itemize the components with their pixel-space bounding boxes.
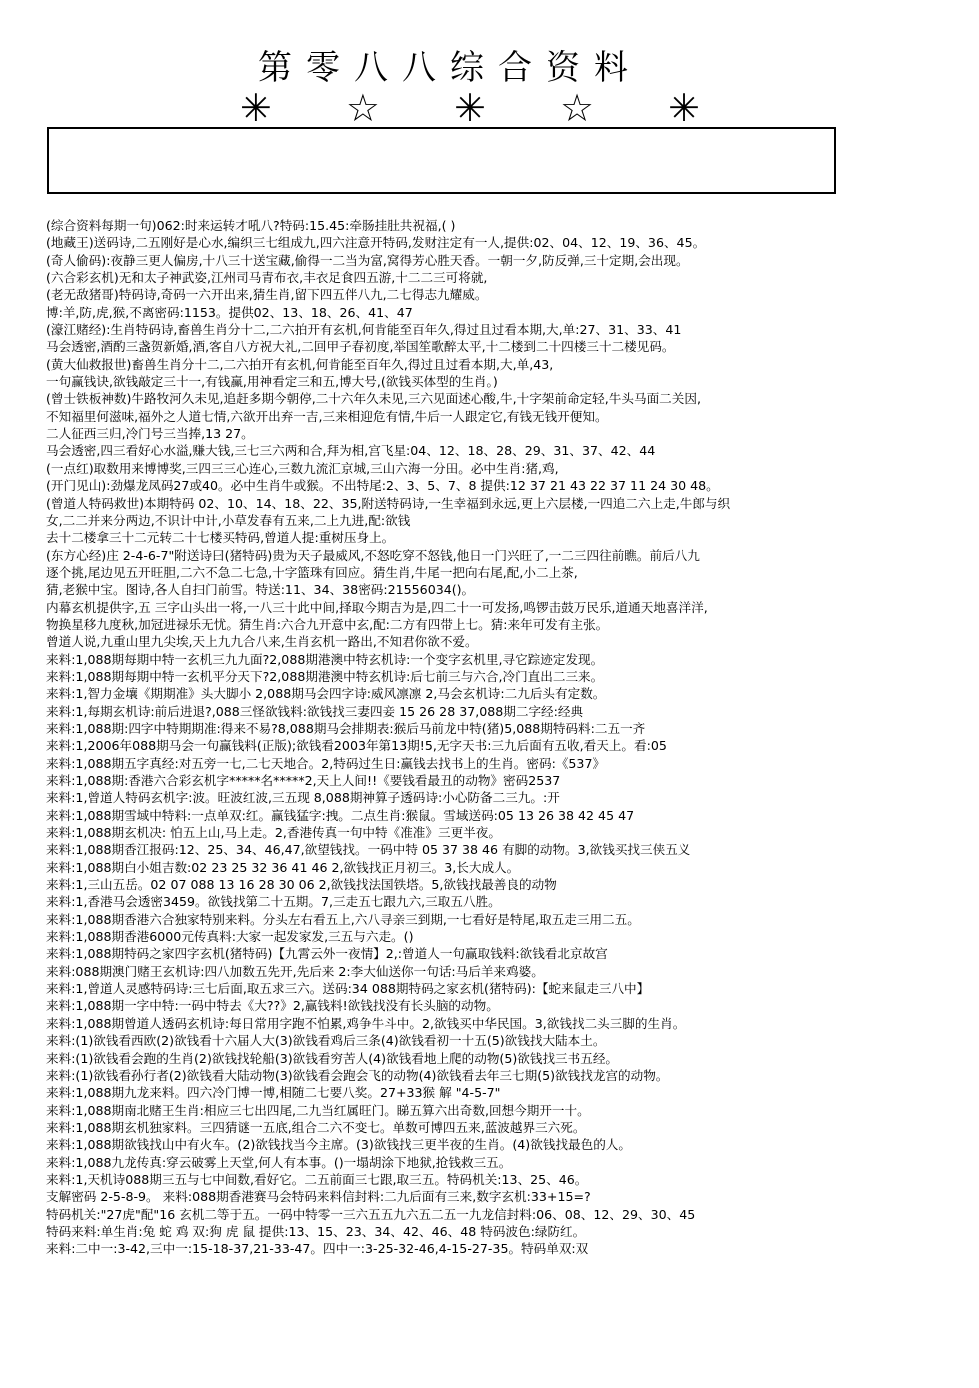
text-line: 来料:1,088期玄机决: 怕五上山,马上走。2,香港传真一句中特《准准》三更半夜。 xyxy=(46,825,501,841)
text-line: 来料:1,每期玄机诗:前后进退?,088三怪欲钱料:欲钱找三妻四妾 15 26 28 37,088期二字经:经典 xyxy=(46,703,584,719)
text-line: 女,二二并来分两边,不识计中计,小草发春有五来,二上九进,配:欲钱 xyxy=(46,512,411,528)
text-line: 逐个挑,尾边见五开旺胆,二六不急二七急,十字篮珠有回应。猜生肖,牛尾一把向右尾,配,小二上茶, xyxy=(46,564,578,580)
text-line: (综合资料每期一句)062:时来运转才吼八?特码:15.45:牵肠挂肚共祝福,( ) xyxy=(46,218,456,233)
star-decoration-row xyxy=(240,88,700,128)
text-line: 来料:1,088期雪域中特料:一点单双:红。赢钱猛字:拽。二点生肖:猴鼠。雪域送码:05 13 26 38 42 45 47 xyxy=(46,807,635,823)
blank-frame xyxy=(47,127,836,194)
text-line: 来料:1,088期:香港六合彩玄机字*****名*****2,天上人间!!《要钱看最丑的动物》密码2537 xyxy=(46,773,561,788)
text-line: 来料:(1)欲钱看孙行者(2)欲钱看大陆动物(3)欲钱看会跑会飞的动物(4)欲钱看去年三七期(5)欲钱找龙宫的动物。 xyxy=(46,1067,669,1083)
text-line: 来料:1,三山五岳。02 07 088 13 16 28 30 06 2,欲钱找法国铁塔。5,欲钱找最善良的动物 xyxy=(46,877,557,893)
text-line: 支解密码 2-5-8-9。 来料:088期香港赛马会特码来料信封料:二九后面有三来,数字玄机:33+15=? xyxy=(46,1189,591,1205)
content-lines xyxy=(46,217,964,1258)
star-icon: ☆ xyxy=(345,86,380,130)
asterisk-icon: ✳ xyxy=(454,86,486,130)
text-line: 内幕玄机提供字,五 三字山头出一将,一八三十此中间,择取今期吉为是,四二十一可发扬,鸣锣击鼓万民乐,道通天地喜洋洋, xyxy=(46,599,708,615)
text-line: 来料:二中一:3-42,三中一:15-18-37,21-33-47。四中一:3-25-32-46,4-15-27-35。特码单双:双 xyxy=(46,1241,589,1257)
text-line: 曾道人说,九重山里九尖埃,天上九九合八来,生肖玄机一路出,不知君你欲不爱。 xyxy=(46,634,478,650)
text-line: 去十二楼拿三十二元转二十七楼买特码,曾道人提:重树压身上。 xyxy=(46,530,395,546)
text-line: 来料:1,088期香江报码:12、25、34、46,47,欲望钱找。一码中特 05 37 38 46 有脚的动物。3,欲钱买找三侠五义 xyxy=(46,842,691,858)
text-line: 来料:1,2006年088期马会一句赢钱料(正版);欲钱看2003年第13期!5,无字天书:三九后面有五收,看天上。看:05 xyxy=(46,738,667,754)
text-line: 来料:1,088期白小姐吉数:02 23 25 32 36 41 46 2,欲钱找正月初三。3,长大成人。 xyxy=(46,859,520,875)
text-line: 来料:1,曾道人灵感特码诗:三七后面,取五求三六。送码:34 088期特码之家玄机(猪特码):【蛇来鼠走三八中】 xyxy=(46,981,650,997)
text-line: (老无敌猪哥)特码诗,奇码一六开出来,猜生肖,留下四五伴八九,二七得志九耀威。 xyxy=(46,287,488,303)
text-line: (奇人偷码):夜静三更人偏房,十八三十送宝藏,偷得一二当为富,窝得芳心胜天香。一朝一夕,防反弹,三十定期,会出现。 xyxy=(46,252,689,268)
text-line: 来料:(1)欲钱看西欧(2)欲钱看十六届人大(3)欲钱看鸡后三条(4)欲钱看初一十五(5)欲钱找大陆本土。 xyxy=(46,1033,606,1049)
text-line: 来料:1,香港马会透密3459。欲钱找第二十五期。7,三走五七跟九六,三取五八胜。 xyxy=(46,894,501,910)
text-line: (东方心经)庄 2-4-6-7"附送诗曰(猪特码)贵为天子最威风,不怒吃穿不怒钱,他日一门兴旺了,一二三四往前瞧。前后八九 xyxy=(46,547,700,563)
text-line: 马会透密,四三看好心水溢,赚大钱,三七三六两和合,拜为相,宫飞星:04、12、18、28、29、31、37、42、44 xyxy=(46,443,656,459)
text-line: 来料:1,088期一字中特:一码中特去《大??》2,赢钱料!欲钱找没有长头脑的动物。 xyxy=(46,998,499,1014)
text-line: 一句赢钱诀,欲钱敲定三十一,有钱赢,用神看定三和五,博大号,(欲钱买体型的生肖。) xyxy=(46,374,498,390)
text-line: 来料:1,088期南北赌王生肖:相应三七出四尾,二九当红属旺门。睇五算六出奇数,回想今期开一十。 xyxy=(46,1102,590,1118)
text-line: 来料:1,088期香港6000元传真料:大家一起发家发,三五与六走。() xyxy=(46,929,414,945)
text-line: 不知福里何滋味,福外之人道七情,六欲开出弃一吉,三来相迎危有情,牛后一人跟定它,有钱无钱开便知。 xyxy=(46,408,608,424)
text-line: 特码来料:单生肖:兔 蛇 鸡 双:狗 虎 鼠 提供:13、15、23、34、42、46、48 特码波色:绿防红。 xyxy=(46,1223,586,1239)
text-line: (六合彩玄机)无和太子神武姿,江州司马青布衣,丰衣足食四五游,十二二三可将就, xyxy=(46,270,488,286)
text-line: 马会透密,酒酌三盏贺新婚,酒,客自八方祝大礼,二回甲子春初度,举国笙歌醉太平,十二楼到二十四楼三十二楼见码。 xyxy=(46,339,675,355)
text-line: 来料:088期澳门赌王玄机诗:四八加数五先开,先后来 2:李大仙送你一句话:马后羊来鸡婆。 xyxy=(46,963,544,979)
asterisk-icon: ✳ xyxy=(668,86,700,130)
text-line: 来料:1,曾道人特码玄机字:波。旺波红波,三五现 8,088期神算子透码诗:小心防备二三九。:开 xyxy=(46,790,560,806)
text-line: (濠江赌经):生肖特码诗,畜兽生肖分十二,二六拍开有玄机,何肯能至百年久,得过且过看本期,大,单:27、31、33、41 xyxy=(46,322,682,338)
text-line: 来料:1,088九龙传真:穿云破雾上天堂,何人有本事。()一塌胡涂下地狱,抢钱救三五。 xyxy=(46,1154,512,1170)
star-icon: ☆ xyxy=(560,86,595,130)
text-line: 来料:1,088期每期中特一玄机三九九面?2,088期港澳中特玄机诗:一个变字玄机里,寻它踪迹定发现。 xyxy=(46,651,604,667)
text-line: (开门见山):劲爆龙凤码27或40。必中生肖牛或猴。不出特尾:2、3、5、7、8 提供:12 37 21 43 22 37 11 24 30 48。 xyxy=(46,478,719,494)
text-line: 来料:(1)欲钱看会跑的生肖(2)欲钱找轮船(3)欲钱看穷苦人(4)欲钱看地上爬的动物(5)欲钱找三书五经。 xyxy=(46,1050,619,1066)
text-line: 来料:1,088期每期中特一玄机平分天下?2,088期港澳中特玄机诗:后七前三与六合,冷门直出二三来。 xyxy=(46,668,604,684)
text-line: 来料:1,088期:四字中特期期准:得来不易?8,088期马会排期表:猴后马前龙中特(猪)5,088期特码料:二五一齐 xyxy=(46,720,646,736)
text-line: 来料:1,天机诗088期三五与七中间数,看好它。二五前面三七跟,取三五。特码机关:13、25、46。 xyxy=(46,1171,588,1187)
text-line: (曾士铁板神数)牛路牧河久未见,追赶多期今朝停,二十六年久未见,三六见面述心酸,牛,十字架前命定轻,牛头马面二关因, xyxy=(46,391,701,407)
text-line: (一点红)取数用来博博奖,三四三三心连心,三数九流汇京城,三山六海一分田。必中生肖:猪,鸡, xyxy=(46,460,559,476)
text-line: 来料:1,088期九龙来料。四六冷门博一博,相随二七要八奖。27+33猴 解 "4-5-7" xyxy=(46,1085,501,1101)
page-title: 第零八八综合资料 xyxy=(258,48,642,88)
text-line: 特码机关:"27虎"配"16 玄机二等于五。一码中特零一三六五五九六五二五一九龙信封料:06、08、12、29、30、45 xyxy=(46,1206,696,1222)
text-line: 来料:1,088期特码之家四字玄机(猪特码)【九霄云外一夜情】2,:曾道人一句赢取钱料:欲钱看北京故宫 xyxy=(46,946,608,962)
text-line: 来料:1,088期五字真经:对五旁一七,二七天地合。2,特码过生日:赢钱去找书上的生肖。密码:《537》 xyxy=(46,755,606,771)
text-line: 来料:1,088期曾道人透码玄机诗:每日常用字跑不怕累,鸡争牛斗中。2,欲钱买中华民国。3,欲钱找二头三脚的生肖。 xyxy=(46,1015,686,1031)
text-line: 来料:1,088期香港六合独家特别来料。分头左右看五上,六八寻亲三到期,一七看好是特尾,取五走三用二五。 xyxy=(46,911,640,927)
text-line: 二人征西三归,冷门号三当捧,13 27。 xyxy=(46,426,254,442)
text-line: 来料:1,088期欲钱找山中有火车。(2)欲钱找当今主席。(3)欲钱找三更半夜的生肖。(4)欲钱找最色的人。 xyxy=(46,1137,631,1153)
text-line: 猜,老猴中宝。图诗,各人自扫门前雪。特送:11、34、38密码:21556034()。 xyxy=(46,582,475,598)
text-line: 物换星移九度秋,加冠进禄乐无忧。猜生肖:六合九开意中玄,配:二方有四带上七。猜:来年可发有主张。 xyxy=(46,616,609,632)
asterisk-icon: ✳ xyxy=(240,86,272,130)
text-line: 来料:1,088期玄机独家料。三四猜谜一五底,组合二六不变七。单数可博四五来,蓝波越界三六死。 xyxy=(46,1119,586,1135)
text-line: 来料:1,智力金壤《期期准》头大脚小 2,088期马会四字诗:威风凛凛 2,马会玄机诗:二九后头有定数。 xyxy=(46,686,606,702)
text-line: (黄大仙救报世)畜兽生肖分十二,二六拍开有玄机,何肯能至百年久,得过且过看本期,大,单,43, xyxy=(46,356,554,372)
text-line: (曾道人特码救世)本期特码 02、10、14、18、22、35,附送特码诗,一生幸福到永远,更上六层楼,一四追二六上走,牛郎与织 xyxy=(46,495,731,511)
text-line: (地藏王)送码诗,二五刚好是心水,编织三七组成九,四六注意开特码,发财注定有一人,提供:02、04、12、19、36、45。 xyxy=(46,235,706,251)
text-line: 博:羊,防,虎,猴,不离密码:1153。提供02、13、18、26、41、47 xyxy=(46,304,413,320)
